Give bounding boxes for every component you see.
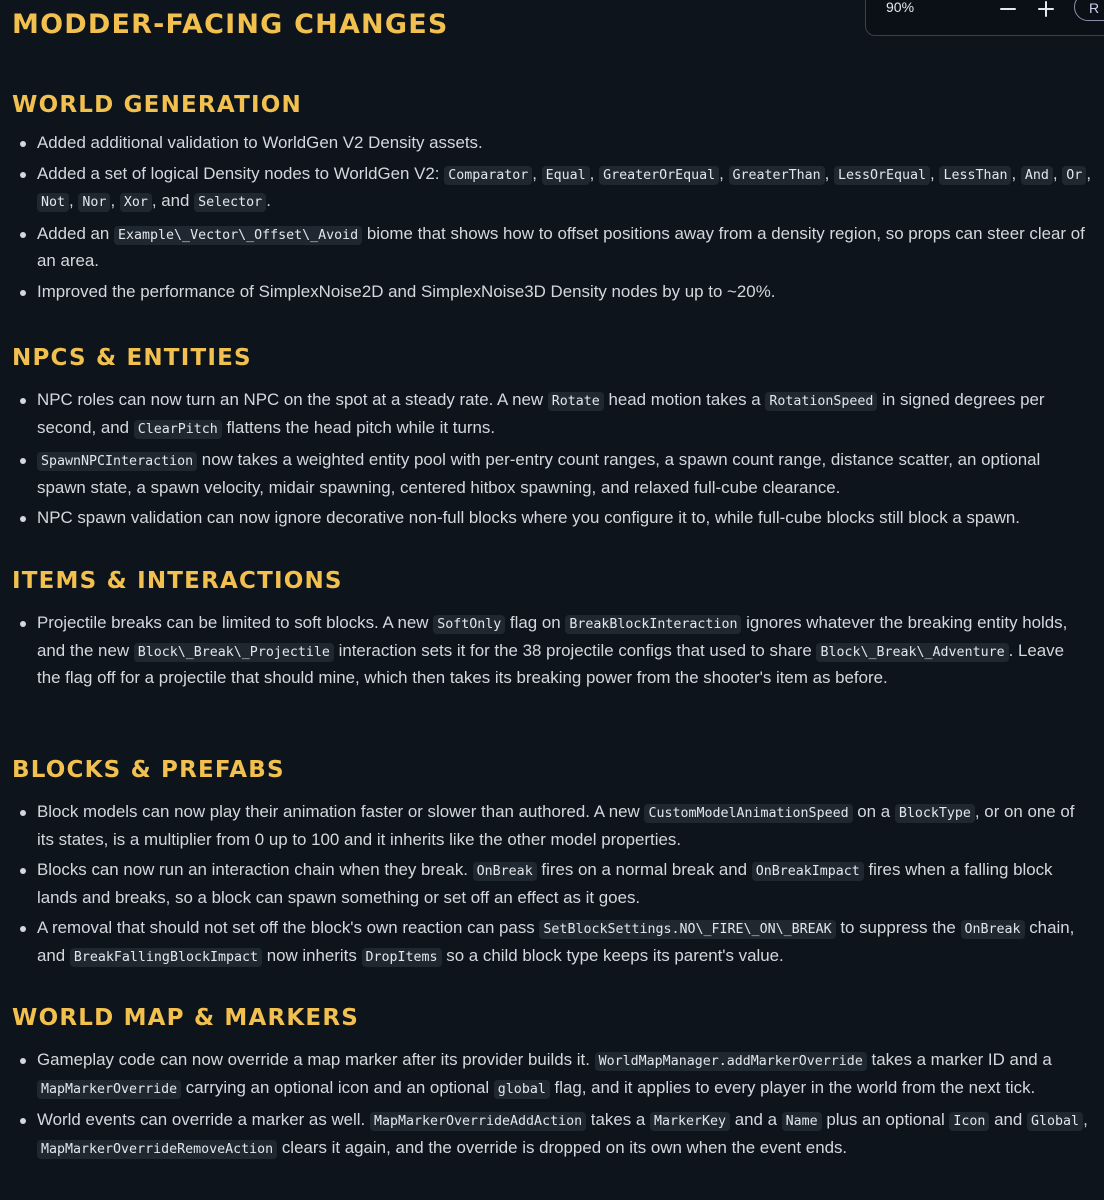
- inline-code: Icon: [949, 1112, 989, 1131]
- item-text: ,: [719, 163, 729, 183]
- inline-code: Block\_Break\_Adventure: [816, 643, 1008, 662]
- section-heading: NPCS & ENTITIES: [12, 345, 252, 371]
- item-text: and a: [730, 1110, 782, 1130]
- item-text: Added a set of logical Density nodes to WorldGen V2:: [37, 163, 445, 183]
- list-item: [12, 221, 1092, 274]
- list-item: [12, 1107, 1092, 1162]
- item-text: fires on a normal break and: [536, 860, 752, 880]
- item-text: , and: [151, 191, 195, 211]
- item-text: NPC spawn validation can now ignore decorative non-full blocks where you configure it to, while full-cube blocks still block a spawn.: [37, 508, 1020, 528]
- item-text: clears it again, and the override is dropped on its own when the event ends.: [277, 1137, 848, 1157]
- item-text: Improved the performance of SimplexNoise2D and SimplexNoise3D Density nodes by up to ~20%.: [37, 281, 776, 301]
- reset-zoom-button[interactable]: R: [1074, 0, 1104, 21]
- item-text: Gameplay code can now override a map marker after its provider builds it.: [37, 1050, 595, 1069]
- inline-code: LessThan: [939, 166, 1011, 185]
- item-text: and: [989, 1110, 1028, 1130]
- list-item: [12, 1047, 1092, 1102]
- item-text: to suppress the: [835, 918, 961, 938]
- section-npcs-entities: [12, 343, 1092, 531]
- item-text: A removal that should not set off the block's own reaction can pass: [37, 918, 540, 938]
- item-text: head motion takes a: [603, 390, 766, 409]
- item-text: on a: [852, 802, 895, 821]
- inline-code: Comparator: [444, 166, 532, 185]
- inline-code: GreaterThan: [729, 166, 825, 185]
- inline-code: Rotate: [548, 392, 604, 411]
- zoom-out-button[interactable]: [996, 0, 1020, 21]
- item-text: in signed degrees per second, and: [37, 390, 1045, 437]
- inline-code: WorldMapManager.addMarkerOverride: [595, 1052, 867, 1071]
- section-world-map-markers: [12, 1003, 1092, 1162]
- list-item: [12, 799, 1092, 852]
- inline-code: DropItems: [362, 948, 442, 967]
- item-text: now inherits: [262, 945, 362, 965]
- bullet-list: [12, 799, 1092, 971]
- list-item: [12, 447, 1092, 500]
- inline-code: MapMarkerOverrideAddAction: [370, 1112, 586, 1131]
- item-text: ,: [532, 163, 542, 183]
- inline-code: Selector: [194, 193, 266, 212]
- list-item: [12, 857, 1092, 910]
- item-text: ,: [930, 163, 940, 183]
- item-text: Block models can now play their animation faster or slower than authored. A new: [37, 802, 645, 821]
- inline-code: SpawnNPCInteraction: [37, 452, 197, 471]
- section-heading: WORLD GENERATION: [12, 92, 302, 118]
- item-text: ,: [1083, 1110, 1088, 1130]
- inline-code: Example\_Vector\_Offset\_Avoid: [114, 226, 362, 245]
- list-item: [12, 387, 1092, 442]
- inline-code: SetBlockSettings.NO\_FIRE\_ON\_BREAK: [539, 920, 835, 939]
- inline-code: And: [1021, 166, 1053, 185]
- item-text: carrying an optional icon and an optional: [181, 1077, 494, 1097]
- item-text: Added an: [37, 223, 115, 243]
- item-text: . Leave the flag off for a projectile that should mine, which then takes its breaking power from the shooter's item as before.: [37, 640, 1064, 688]
- page-title: MODDER-FACING CHANGES: [12, 9, 449, 40]
- list-item: [12, 279, 1092, 305]
- item-text: ,: [1086, 163, 1092, 183]
- inline-code: global: [494, 1080, 550, 1099]
- zoom-popup: [865, 0, 1104, 36]
- item-text: Projectile breaks can be limited to soft blocks. A new: [37, 613, 434, 632]
- item-text: World events can override a marker as well.: [37, 1110, 370, 1130]
- inline-code: MapMarkerOverride: [37, 1080, 181, 1099]
- zoom-in-button[interactable]: [1034, 0, 1058, 21]
- item-text: ignores whatever the breaking entity holds, and the new: [37, 613, 1068, 660]
- item-text: so a child block type keeps its parent's value.: [441, 945, 784, 965]
- item-text: ,: [1052, 163, 1063, 183]
- item-text: takes a marker ID and a: [866, 1050, 1052, 1069]
- section-items-interactions: [12, 566, 1092, 691]
- inline-code: MarkerKey: [650, 1112, 730, 1131]
- list-item: [12, 505, 1092, 531]
- bullet-list: [12, 1047, 1092, 1162]
- inline-code: Equal: [542, 166, 590, 185]
- inline-code: LessOrEqual: [834, 166, 930, 185]
- section-heading: WORLD MAP & MARKERS: [12, 1005, 360, 1031]
- inline-code: RotationSpeed: [765, 392, 877, 411]
- inline-code: BreakBlockInteraction: [565, 615, 741, 634]
- list-item: [12, 915, 1092, 970]
- inline-code: Global: [1027, 1112, 1083, 1131]
- item-text: ,: [1011, 163, 1021, 183]
- section-world-generation: [12, 90, 1092, 305]
- inline-code: Block\_Break\_Projectile: [134, 643, 334, 662]
- minus-icon: [996, 0, 1020, 21]
- inline-code: OnBreak: [961, 920, 1025, 939]
- item-text: ,: [69, 191, 79, 211]
- item-text: takes a: [586, 1110, 650, 1130]
- item-text: Blocks can now run an interaction chain when they break.: [37, 860, 473, 880]
- inline-code: MapMarkerOverrideRemoveAction: [37, 1140, 277, 1159]
- plus-icon: [1034, 0, 1058, 21]
- item-text: plus an optional: [821, 1110, 950, 1130]
- zoom-level: 90%: [886, 0, 915, 15]
- item-text: now takes a weighted entity pool with per-entry count ranges, a spawn count range, distance scatter, an optional spawn state, a spawn velocity, midair spawning, centered hitbox spawning, and relaxed full-cube clearance.: [37, 450, 1041, 497]
- item-text: Added additional validation to WorldGen V2 Density assets.: [37, 133, 483, 152]
- inline-code: Nor: [78, 193, 110, 212]
- item-text: ,: [589, 163, 600, 183]
- item-text: .: [266, 191, 271, 211]
- bullet-list: [12, 610, 1092, 691]
- item-text: ,: [110, 191, 120, 211]
- inline-code: SoftOnly: [433, 615, 505, 634]
- section-heading: BLOCKS & PREFABS: [12, 757, 285, 783]
- item-text: biome that shows how to offset positions away from a density region, so props can steer clear of an area.: [37, 223, 1085, 271]
- inline-code: BreakFallingBlockImpact: [70, 948, 262, 967]
- item-text: , or on one of its states, is a multiplier from 0 up to 100 and it inherits like the other model properties.: [37, 802, 1075, 849]
- item-text: flag on: [505, 613, 566, 632]
- inline-code: CustomModelAnimationSpeed: [644, 804, 852, 823]
- inline-code: Xor: [120, 193, 152, 212]
- list-item: [12, 610, 1092, 691]
- bullet-list: [12, 130, 1092, 305]
- inline-code: ClearPitch: [134, 420, 222, 439]
- item-text: ,: [824, 163, 834, 183]
- item-text: fires when a falling block lands and breaks, so a block can spawn something or set off an effect as it goes.: [37, 860, 1053, 907]
- inline-code: Not: [37, 193, 69, 212]
- item-text: interaction sets it for the 38 projectile configs that used to share: [333, 640, 817, 660]
- inline-code: Name: [782, 1112, 822, 1131]
- list-item: [12, 130, 1092, 156]
- item-text: NPC roles can now turn an NPC on the spot at a steady rate. A new: [37, 390, 548, 409]
- inline-code: OnBreakImpact: [752, 862, 864, 881]
- section-blocks-prefabs: [12, 755, 1092, 971]
- bullet-list: [12, 387, 1092, 531]
- section-heading: ITEMS & INTERACTIONS: [12, 568, 343, 594]
- item-text: flag, and it applies to every player in the world from the next tick.: [549, 1077, 1036, 1097]
- inline-code: Or: [1062, 166, 1086, 185]
- inline-code: GreaterOrEqual: [599, 166, 719, 185]
- inline-code: OnBreak: [473, 862, 537, 881]
- inline-code: BlockType: [895, 804, 975, 823]
- item-text: flattens the head pitch while it turns.: [221, 417, 496, 437]
- list-item: [12, 161, 1092, 216]
- item-text: chain, and: [37, 918, 1075, 965]
